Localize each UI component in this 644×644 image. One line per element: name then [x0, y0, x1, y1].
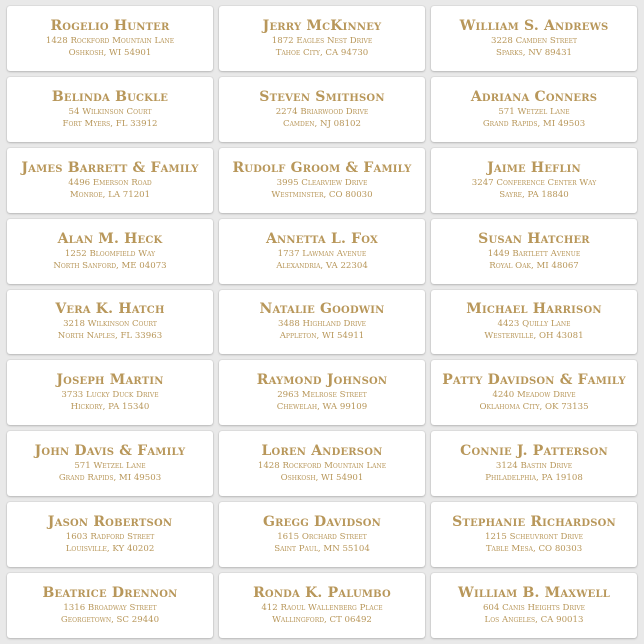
recipient-name: Ronda K. Palumbo — [253, 585, 391, 602]
street-address: 2274 Briarwood Drive — [275, 106, 369, 117]
city-state-zip: Chewelah, WA 99109 — [276, 402, 368, 413]
recipient-name: Beatrice Drennon — [42, 585, 178, 602]
street-address: 4496 Emerson Road — [68, 177, 152, 188]
recipient-name: Joseph Martin — [56, 372, 164, 389]
address-label — [7, 431, 213, 496]
city-state-zip: North Sanford, ME 04073 — [53, 260, 167, 271]
address-label — [7, 148, 213, 213]
recipient-name: John Davis & Family — [34, 443, 186, 460]
city-state-zip: Westerville, OH 43081 — [484, 331, 584, 342]
street-address: 3228 Camden Street — [491, 35, 577, 46]
street-address: 1872 Eagles Nest Drive — [271, 35, 373, 46]
street-address: 1449 Bartlett Avenue — [487, 248, 581, 259]
city-state-zip: Monroe, LA 71201 — [69, 189, 151, 200]
city-state-zip: Camden, NJ 08102 — [283, 118, 361, 129]
city-state-zip: Sparks, NV 89431 — [495, 47, 573, 58]
city-state-zip: North Naples, FL 33963 — [57, 331, 163, 342]
recipient-name: Susan Hatcher — [478, 230, 590, 247]
address-label — [431, 219, 637, 284]
address-label — [219, 502, 425, 567]
city-state-zip: Louisville, KY 40202 — [65, 544, 155, 555]
recipient-name: Loren Anderson — [261, 443, 383, 460]
address-label — [219, 77, 425, 142]
recipient-name: Michael Harrison — [466, 301, 602, 318]
address-label — [219, 431, 425, 496]
city-state-zip: Westminster, CO 80030 — [271, 189, 373, 200]
street-address: 1215 Scheuvront Drive — [485, 532, 583, 543]
address-label — [7, 502, 213, 567]
street-address: 571 Wetzel Lane — [498, 106, 570, 117]
city-state-zip: Saint Paul, MN 55104 — [274, 544, 370, 555]
street-address: 4423 Quilly Lane — [497, 319, 571, 330]
recipient-name: Patty Davidson & Family — [442, 372, 626, 389]
address-label — [7, 77, 213, 142]
address-label — [431, 6, 637, 71]
city-state-zip: Georgetown, SC 29440 — [60, 615, 160, 626]
street-address: 1252 Bloomfield Way — [64, 248, 156, 259]
address-label — [431, 431, 637, 496]
city-state-zip: Los Angeles, CA 90013 — [484, 615, 584, 626]
street-address: 1737 Lawman Avenue — [277, 248, 367, 259]
recipient-name: Adriana Conners — [470, 88, 598, 105]
recipient-name: Raymond Johnson — [256, 372, 388, 389]
recipient-name: Jerry McKinney — [262, 17, 382, 34]
street-address: 54 Wilkinson Court — [68, 106, 152, 117]
city-state-zip: Appleton, WI 54911 — [279, 331, 365, 342]
address-label — [431, 360, 637, 425]
city-state-zip: Sayre, PA 18840 — [499, 189, 569, 200]
address-label — [431, 573, 637, 638]
recipient-name: William B. Maxwell — [458, 585, 610, 602]
recipient-name: Stephanie Richardson — [452, 514, 616, 531]
city-state-zip: Grand Rapids, MI 49503 — [482, 118, 586, 129]
address-label — [7, 219, 213, 284]
recipient-name: Gregg Davidson — [263, 514, 381, 531]
address-label — [7, 290, 213, 355]
address-label — [431, 502, 637, 567]
recipient-name: Alan M. Heck — [57, 230, 163, 247]
street-address: 3247 Conference Center Way — [471, 177, 597, 188]
address-label — [7, 6, 213, 71]
street-address: 4240 Meadow Drive — [492, 390, 576, 401]
city-state-zip: Fort Myers, FL 33912 — [62, 118, 158, 129]
recipient-name: Jason Robertson — [47, 514, 173, 531]
street-address: 1428 Rockford Mountain Lane — [257, 461, 387, 472]
recipient-name: William S. Andrews — [459, 17, 609, 34]
recipient-name: Steven Smithson — [259, 88, 385, 105]
street-address: 1615 Orchard Street — [277, 532, 367, 543]
city-state-zip: Philadelphia, PA 19108 — [485, 473, 583, 484]
recipient-name: Natalie Goodwin — [259, 301, 385, 318]
street-address: 3218 Wilkinson Court — [63, 319, 157, 330]
recipient-name: Connie J. Patterson — [460, 443, 608, 460]
recipient-name: Belinda Buckle — [51, 88, 169, 105]
city-state-zip: Table Mesa, CO 80303 — [485, 544, 583, 555]
street-address: 412 Raoul Wallenberg Place — [261, 603, 383, 614]
street-address: 604 Canis Heights Drive — [482, 603, 586, 614]
city-state-zip: Wallingford, CT 06492 — [272, 615, 372, 626]
street-address: 3124 Bastin Drive — [495, 461, 573, 472]
street-address: 2963 Melrose Street — [277, 390, 367, 401]
city-state-zip: Oshkosh, WI 54901 — [280, 473, 364, 484]
street-address: 3995 Clearview Drive — [276, 177, 368, 188]
city-state-zip: Oklahoma City, OK 73135 — [479, 402, 589, 413]
address-label — [431, 148, 637, 213]
city-state-zip: Alexandria, VA 22304 — [276, 260, 368, 271]
recipient-name: James Barrett & Family — [21, 159, 199, 176]
address-label — [7, 360, 213, 425]
address-label — [219, 148, 425, 213]
address-label — [219, 6, 425, 71]
address-label — [219, 360, 425, 425]
address-label — [7, 573, 213, 638]
city-state-zip: Grand Rapids, MI 49503 — [58, 473, 162, 484]
recipient-name: Rudolf Groom & Family — [232, 159, 412, 176]
city-state-zip: Tahoe City, CA 94730 — [275, 47, 369, 58]
street-address: 1316 Broadway Street — [63, 603, 157, 614]
recipient-name: Annetta L. Fox — [265, 230, 378, 247]
address-label — [219, 219, 425, 284]
street-address: 1603 Radford Street — [65, 532, 155, 543]
street-address: 3733 Lucky Duck Drive — [61, 390, 159, 401]
street-address: 3488 Highland Drive — [277, 319, 367, 330]
street-address: 571 Wetzel Lane — [74, 461, 146, 472]
address-label — [219, 290, 425, 355]
city-state-zip: Royal Oak, MI 48067 — [489, 260, 579, 271]
address-label — [431, 77, 637, 142]
city-state-zip: Oshkosh, WI 54901 — [68, 47, 152, 58]
address-label — [431, 290, 637, 355]
recipient-name: Vera K. Hatch — [55, 301, 165, 318]
recipient-name: Jaime Heflin — [487, 159, 581, 176]
recipient-name: Rogelio Hunter — [50, 17, 170, 34]
street-address: 1428 Rockford Mountain Lane — [45, 35, 175, 46]
address-label — [219, 573, 425, 638]
city-state-zip: Hickory, PA 15340 — [70, 402, 150, 413]
